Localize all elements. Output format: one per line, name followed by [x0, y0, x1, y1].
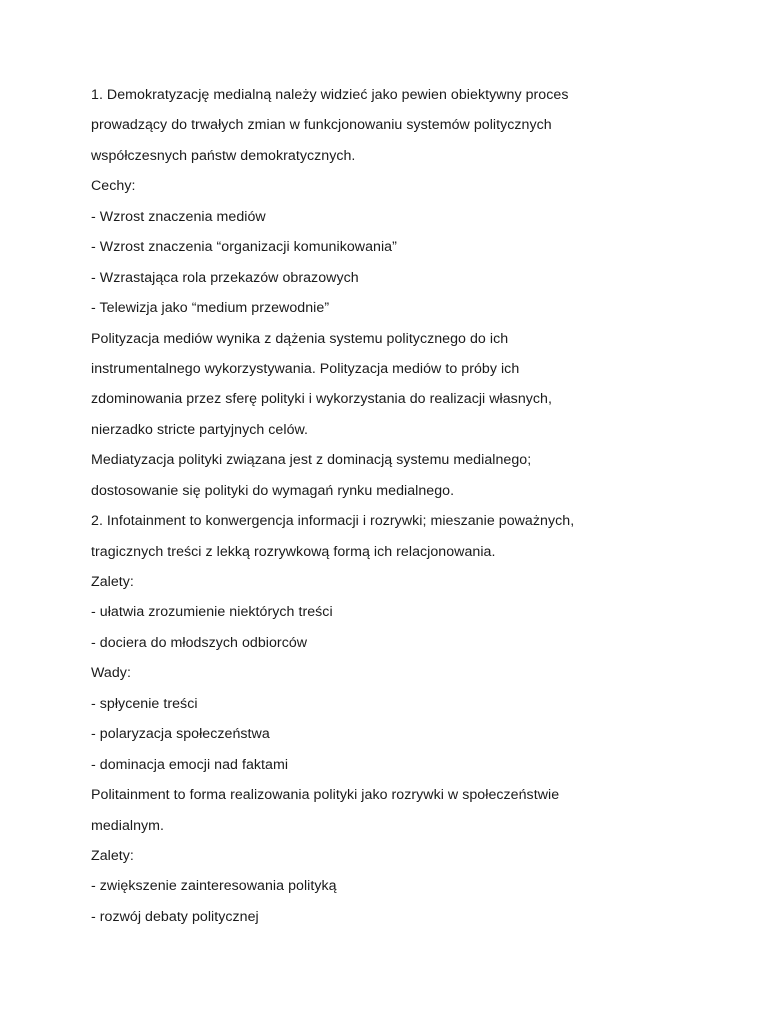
list-item: - rozwój debaty politycznej — [91, 908, 259, 925]
paragraph-infotainment-line-2: tragicznych treści z lekką rozrywkową formą ich relacjonowania. — [91, 543, 496, 560]
list-item: - Wzrastająca rola przekazów obrazowych — [91, 269, 359, 286]
list-item: - polaryzacja społeczeństwa — [91, 726, 270, 743]
paragraph-mediatyzacja-line-2: dostosowanie się polityki do wymagań rynku medialnego. — [91, 482, 455, 499]
paragraph-polityzacja-line-1: Polityzacja mediów wynika z dążenia systemu politycznego do ich — [91, 330, 509, 347]
paragraph-infotainment-line-1: 2. Infotainment to konwergencja informacji i rozrywki; mieszanie poważnych, — [91, 513, 575, 530]
paragraph-polityzacja-line-2: instrumentalnego wykorzystywania. Polityzacja mediów to próby ich — [91, 360, 520, 377]
paragraph-demokratyzacja-line-2: prowadzący do trwałych zmian w funkcjonowaniu systemów politycznych — [91, 117, 552, 134]
paragraph-demokratyzacja-line-1: 1. Demokratyzację medialną należy widzieć jako pewien obiektywny proces — [91, 87, 569, 103]
section-label-zalety: Zalety: — [91, 574, 134, 590]
paragraph-politainment-line-2: medialnym. — [91, 817, 165, 834]
list-item: - ułatwia zrozumienie niektórych treści — [91, 604, 333, 621]
list-item: - dociera do młodszych odbiorców — [91, 634, 308, 651]
list-item: - dominacja emocji nad faktami — [91, 756, 289, 773]
paragraph-demokratyzacja-line-3: współczesnych państw demokratycznych. — [91, 147, 356, 164]
list-item: - spłycenie treści — [91, 695, 198, 712]
paragraph-polityzacja-line-4: nierzadko stricte partyjnych celów. — [91, 421, 309, 438]
list-item: - Wzrost znaczenia “organizacji komunikowania” — [91, 239, 397, 256]
paragraph-mediatyzacja-line-1: Mediatyzacja polityki związana jest z dominacją systemu medialnego; — [91, 452, 532, 469]
list-item: - Wzrost znaczenia mediów — [91, 208, 266, 225]
section-label-zalety: Zalety: — [91, 847, 134, 864]
section-label-wady: Wady: — [91, 665, 131, 682]
paragraph-politainment-line-1: Politainment to forma realizowania polityki jako rozrywki w społeczeństwie — [91, 787, 560, 804]
list-item: - Telewizja jako “medium przewodnie” — [91, 300, 330, 317]
list-item: - zwiększenie zainteresowania polityką — [91, 878, 337, 895]
section-label-cechy: Cechy: — [91, 178, 136, 195]
document-body — [91, 84, 691, 936]
paragraph-polityzacja-line-3: zdominowania przez sferę polityki i wykorzystania do realizacji własnych, — [91, 391, 552, 408]
